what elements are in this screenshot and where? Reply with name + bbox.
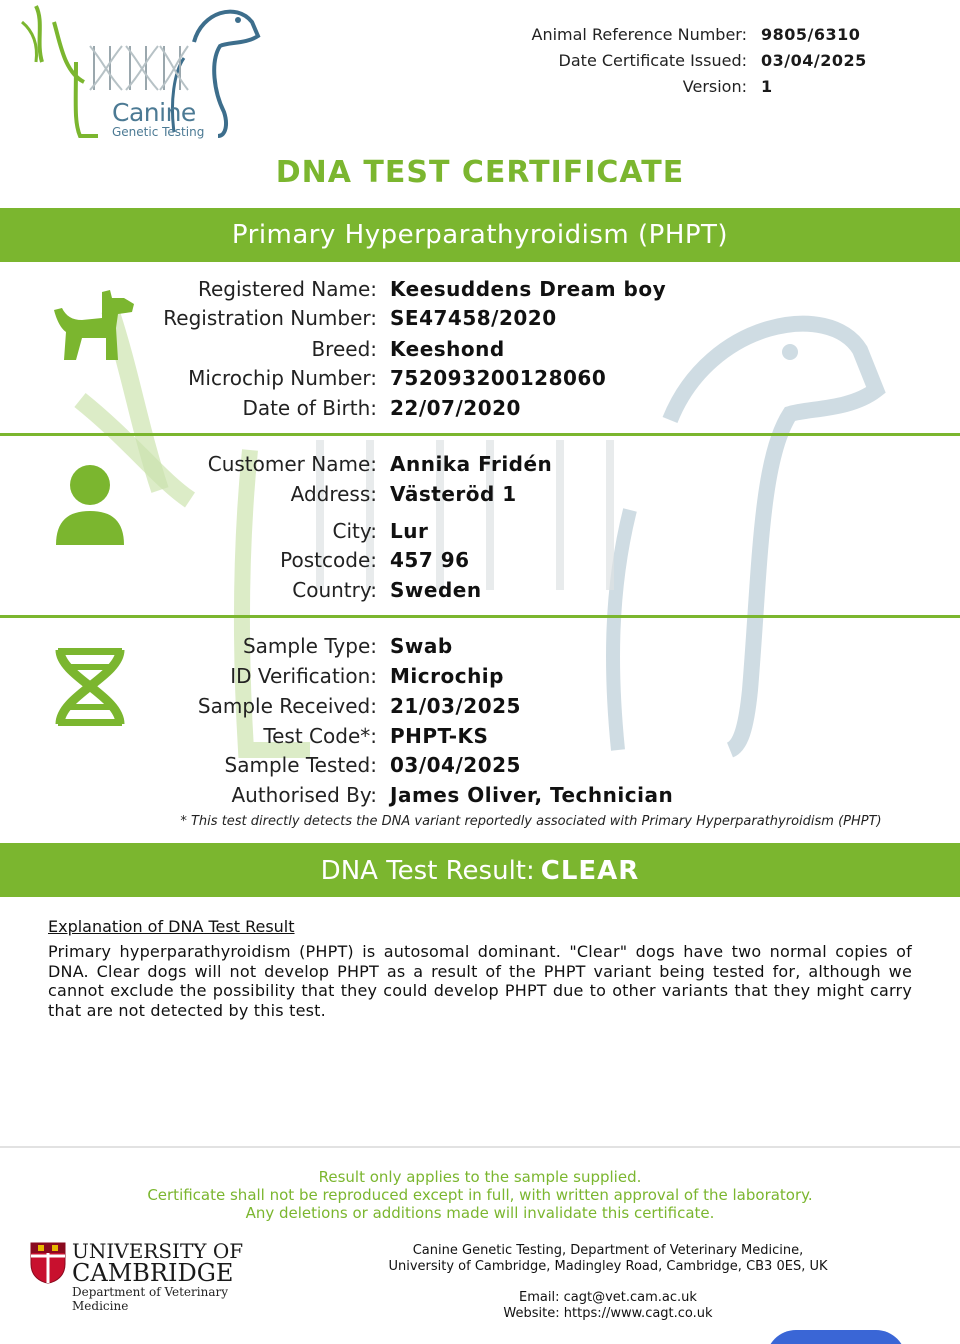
authorised-by-row [0,783,673,807]
certificate-title: DNA TEST CERTIFICATE [275,155,685,190]
postcode-row [0,548,470,572]
lab-address-line: University of Cambridge, Madingley Road, Cambridge, CB3 0ES, UK [388,1259,828,1274]
version-label: Version: [682,77,747,96]
floating-tab-button[interactable] [766,1330,906,1344]
result-value: CLEAR [540,856,640,886]
version-value: 1 [761,77,773,96]
date-of-birth-label: Date of Birth: [242,396,377,420]
sample-tested-row [0,753,521,777]
country-value: Sweden [390,578,482,602]
test-footnote: * This test directly detects the DNA variant reportedly associated with Primary Hyperparathyroidism (PHPT) [180,814,882,829]
postcode-value: 457 96 [390,548,470,572]
footer-divider [0,1146,960,1148]
date-of-birth-row [0,396,521,420]
registration-number-label: Registration Number: [163,306,377,330]
animal-reference-label: Animal Reference Number: [531,25,747,44]
result-banner [0,843,960,897]
sample-received-row [0,694,521,718]
logo-canine-text: Canine [112,98,196,127]
microchip-value: 752093200128060 [390,366,607,390]
address-label: Address: [290,482,377,506]
breed-value: Keeshond [390,337,505,361]
country-row [0,578,482,602]
notice-line: Certificate shall not be reproduced except in full, with written approval of the laboratory. [147,1186,813,1204]
authorised-by-value: James Oliver, Technician [390,783,674,807]
version-row [440,74,960,100]
reference-block [440,22,960,100]
registered-name-value: Keesuddens Dream boy [390,277,667,301]
date-of-birth-value: 22/07/2020 [390,396,521,420]
registered-name-label: Registered Name: [197,277,377,301]
registered-name-row [0,277,666,301]
test-name-banner: Primary Hyperparathyroidism (PHPT) [0,208,960,262]
notice-line: Any deletions or additions made will invalidate this certificate. [245,1204,715,1222]
canine-genetic-testing-logo [14,2,264,142]
sample-type-row [0,634,453,658]
lab-website: Website: https://www.cagt.co.uk [503,1306,713,1321]
customer-name-label: Customer Name: [207,452,377,476]
country-label: Country: [292,578,377,602]
microchip-label: Microchip Number: [188,366,377,390]
microchip-row [0,366,606,390]
postcode-label: Postcode: [280,548,377,572]
sample-received-value: 21/03/2025 [390,694,521,718]
university-line1: UNIVERSITY OF [72,1239,244,1263]
address-row [0,482,517,506]
logo-genetic-testing-text: Genetic Testing [112,125,205,139]
department-line1: Department of Veterinary [72,1285,229,1299]
test-code-value: PHPT-KS [390,724,489,748]
address-value: Västeröd 1 [390,482,517,506]
sample-tested-label: Sample Tested: [224,753,377,777]
lab-email: Email: cagt@vet.cam.ac.uk [519,1290,697,1305]
university-department [72,1285,228,1313]
sample-type-value: Swab [390,634,453,658]
registration-number-row [0,306,557,330]
breed-label: Breed: [311,337,377,361]
lab-address-line: Canine Genetic Testing, Department of Veterinary Medicine, [412,1243,804,1258]
sample-tested-value: 03/04/2025 [390,753,521,777]
sample-received-label: Sample Received: [197,694,377,718]
test-code-label: Test Code*: [263,724,377,748]
id-verification-label: ID Verification: [230,664,377,688]
section-divider [0,615,960,618]
explanation-body: Primary hyperparathyroidism (PHPT) is autosomal dominant. "Clear" dogs have two normal copies of DNA. Clear dogs will not develop PHPT as a result of the PHPT variant being tested for, although we cannot exclude the possibility that they could develop PHPT due to other variants that they might carry that are not detected by this test. [48,942,912,1020]
registration-number-value: SE47458/2020 [390,306,557,330]
animal-reference-value: 9805/6310 [761,25,861,44]
cambridge-shield-icon [30,1242,66,1284]
university-line2: CAMBRIDGE [72,1259,234,1287]
customer-name-row [0,452,552,476]
explanation-title: Explanation of DNA Test Result [48,917,295,936]
test-code-row [0,724,488,748]
city-label: City: [332,519,377,543]
id-verification-value: Microchip [390,664,504,688]
animal-reference-row [440,22,960,48]
date-issued-label: Date Certificate Issued: [558,51,747,70]
result-label: DNA Test Result: [320,856,535,886]
id-verification-row [0,664,504,688]
breed-row [0,337,505,361]
sample-type-label: Sample Type: [242,634,377,658]
date-issued-row [440,48,960,74]
university-name [72,1239,244,1287]
customer-name-value: Annika Fridén [390,452,553,476]
date-issued-value: 03/04/2025 [761,51,867,70]
city-value: Lur [390,519,429,543]
city-row [0,519,428,543]
notice-line: Result only applies to the sample supplied. [318,1168,642,1186]
department-line2: Medicine [72,1299,129,1313]
authorised-by-label: Authorised By: [231,783,377,807]
section-divider [0,433,960,436]
